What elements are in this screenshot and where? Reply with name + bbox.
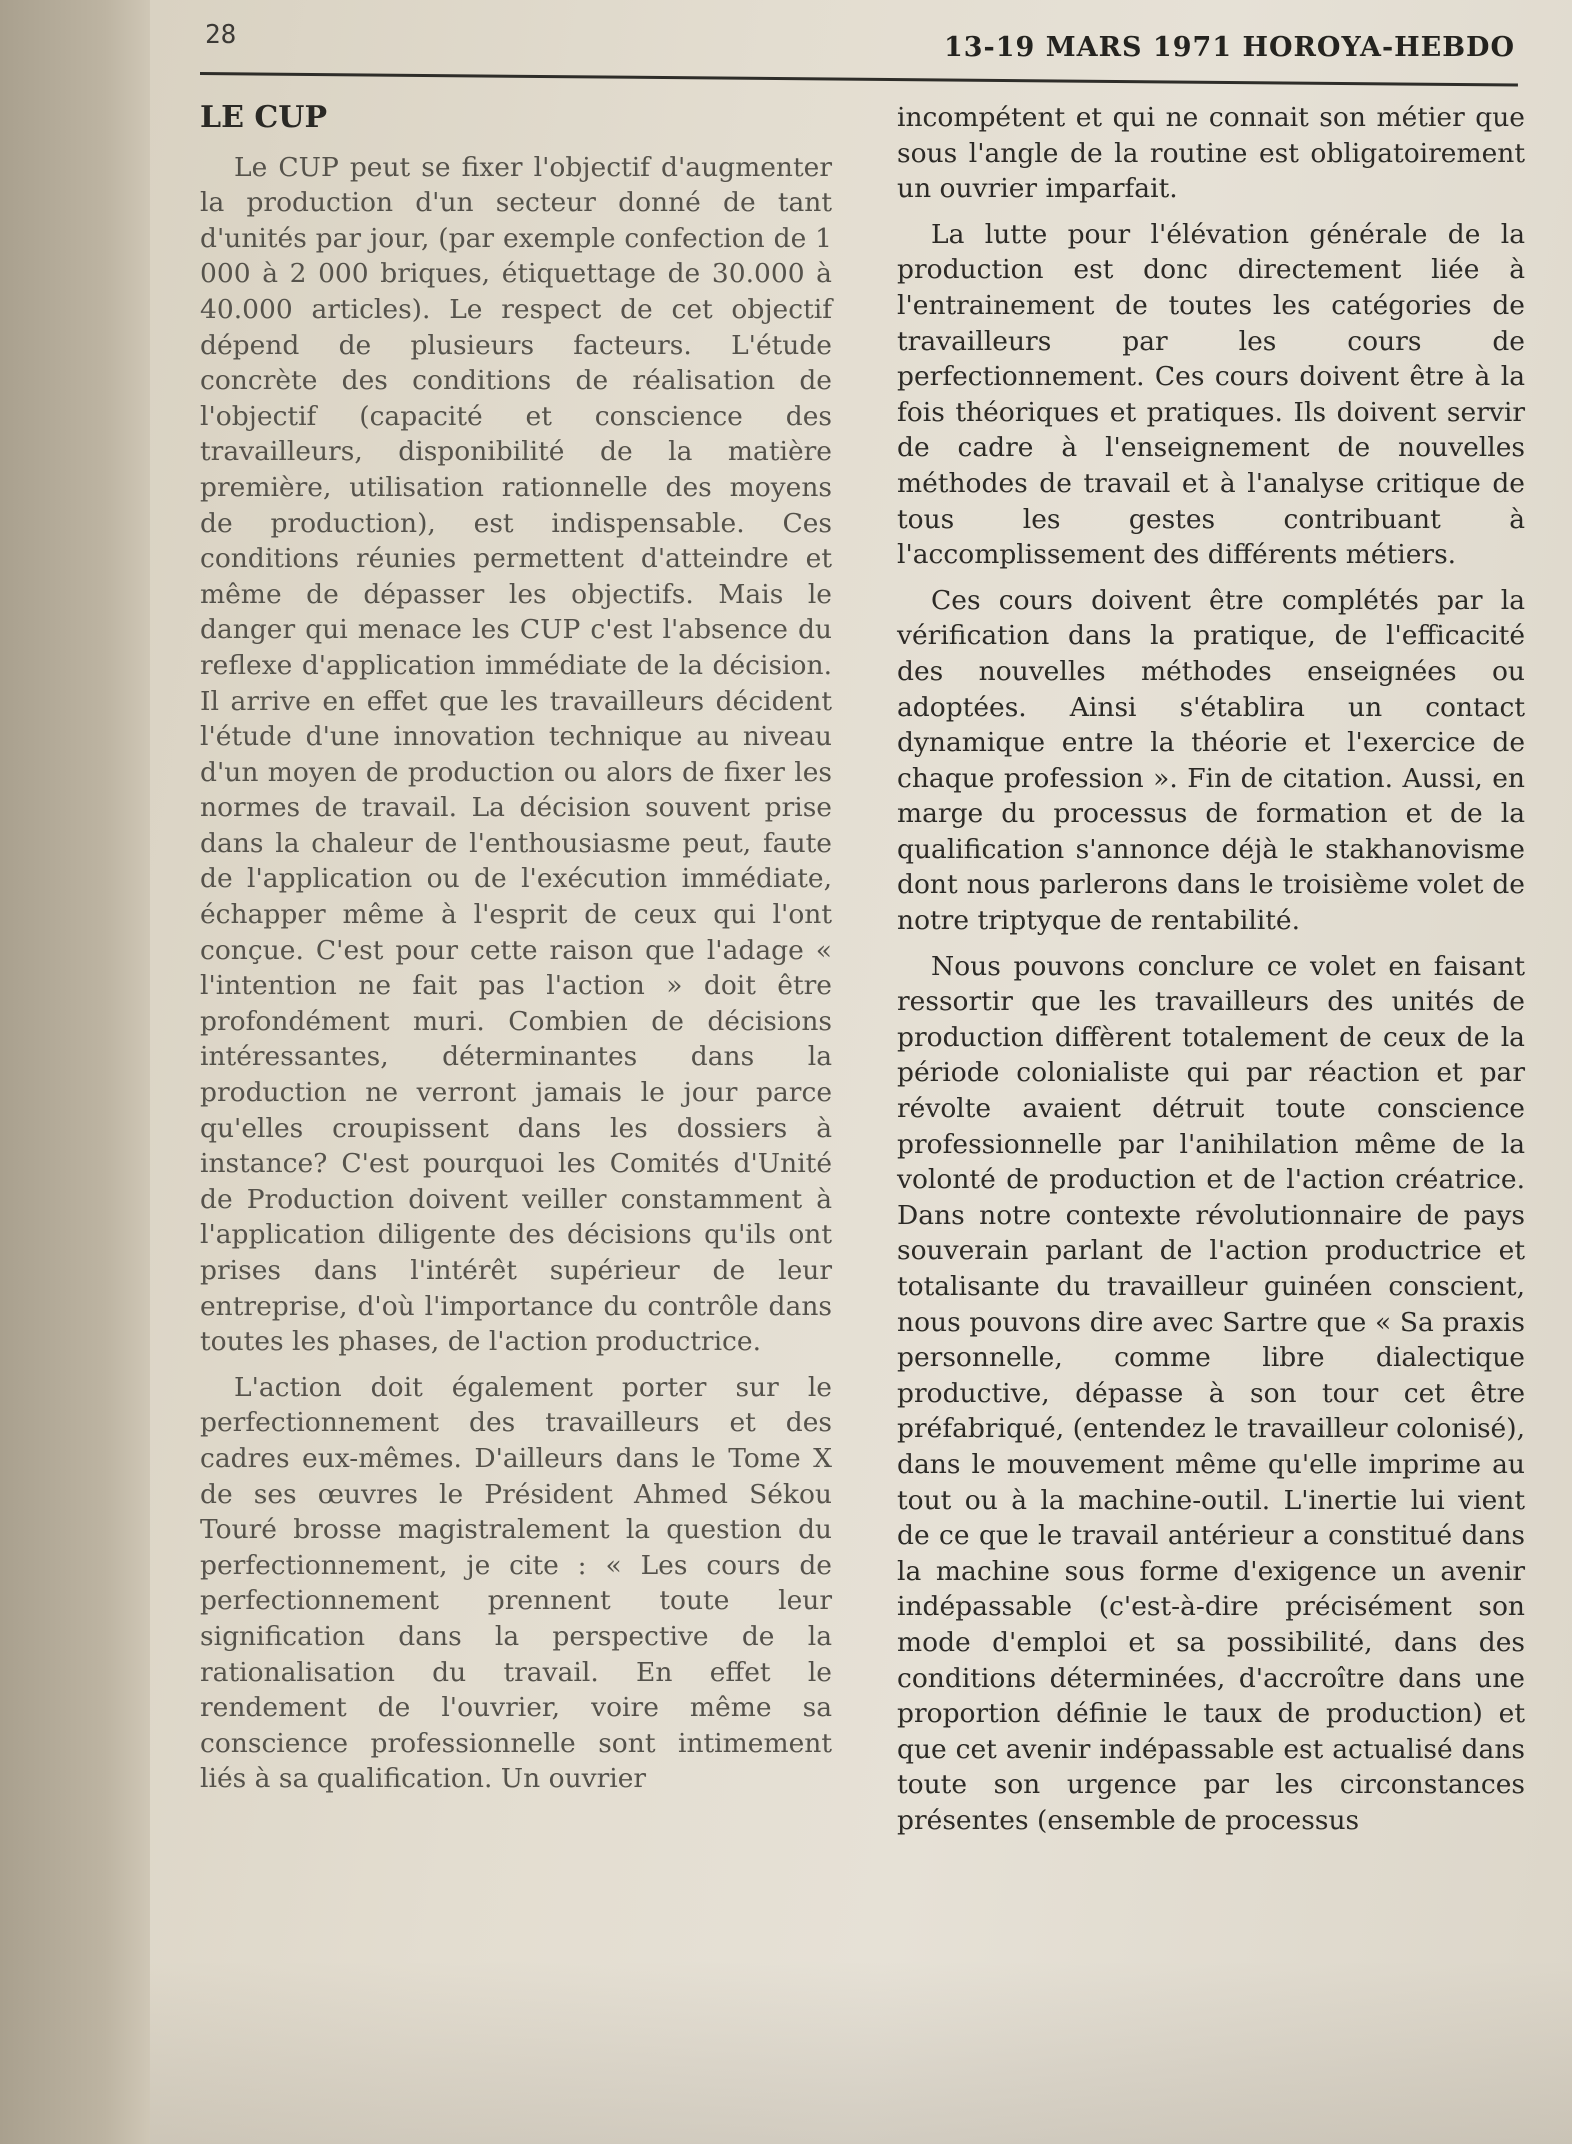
- left-column: [200, 100, 832, 1807]
- paragraph: L'action doit également porter sur le perfectionnement des travailleurs et des cadres eux-mêmes. D'ailleurs dans le Tome X de ses œuvres le Président Ahmed Sékou Touré brosse magistralement la question du perfectionnement, je cite : « Les cours de perfectionnement prennent toute leur signification dans la perspective de la rationalisation du travail. En effet le rendement de l'ouvrier, voire même sa conscience professionnelle sont intimement liés à sa qualification. Un ouvrier: [200, 1371, 832, 1795]
- paragraph: Ces cours doivent être complétés par la vérification dans la pratique, de l'efficacité des nouvelles méthodes enseignées ou adoptées. Ainsi s'établira un contact dynamique entre la théorie et l'exercice de chaque profession ». Fin de citation. Aussi, en marge du processus de formation et de la qualification s'annonce déjà le stakhanovisme dont nous parlerons dans le troisième volet de notre triptyque de rentabilité.: [897, 584, 1525, 937]
- paragraph: Le CUP peut se fixer l'objectif d'augmenter la production d'un secteur donné de tant d'unités par jour, (par exemple confection de 1 000 à 2 000 briques, étiquettage de 30.000 à 40.000 articles). Le respect de cet objectif dépend de plusieurs facteurs. L'étude concrète des conditions de réalisation de l'objectif (capacité et conscience des travailleurs, disponibilité de la matière première, utilisation rationnelle des moyens de production), est indispensable. Ces conditions réunies permettent d'atteindre et même de dépasser les objectifs. Mais le danger qui menace les CUP c'est l'absence du reflexe d'application immédiate de la décision. Il arrive en effet que les travailleurs décident l'étude d'une innovation technique au niveau d'un moyen de production ou alors de fixer les normes de travail. La décision souvent prise dans la chaleur de l'enthousiasme peut, faute de l'application ou de l'exécution immédiate, échapper même à l'esprit de ceux qui l'ont conçue. C'est pour cette raison que l'adage « l'intention ne fait pas l'action » doit être profondément muri. Combien de décisions intéressantes, déterminantes dans la production ne verront jamais le jour parce qu'elles croupissent dans les dossiers à instance? C'est pourquoi les Comités d'Unité de Production doivent veiller constamment à l'application diligente des décisions qu'ils ont prises dans l'intérêt supérieur de leur entreprise, d'où l'importance du contrôle dans toutes les phases, de l'action productrice.: [200, 151, 832, 1358]
- paragraph: incompétent et qui ne connait son métier que sous l'angle de la routine est obligatoirement un ouvrier imparfait.: [897, 102, 1525, 205]
- article-heading: LE CUP: [200, 100, 328, 135]
- paragraph: Nous pouvons conclure ce volet en faisant ressortir que les travailleurs des unités de production diffèrent totalement de ceux de la période colonialiste qui par réaction et par révolte avaient détruit toute conscience professionnelle par l'anihilation même de la volonté de production et de l'action créatrice. Dans notre contexte révolutionnaire de pays souverain parlant de l'action productrice et totalisante du travailleur guinéen conscient, nous pouvons dire avec Sartre que « Sa praxis personnelle, comme libre dialectique productive, dépasse à son tour cet être préfabriqué, (entendez le travailleur colonisé), dans le mouvement même qu'elle imprime au tout ou à la machine-outil. L'inertie lui vient de ce que le travail antérieur a constitué dans la machine sous forme d'exigence un avenir indépassable (c'est-à-dire précisément son mode d'emploi et sa possibilité, dans des conditions déterminées, d'accroître dans une proportion définie le taux de production) et que cet avenir indépassable est actualisé dans toute son urgence par les circonstances présentes (ensemble de processus: [897, 950, 1525, 1836]
- issue-dateline: 13-19 MARS 1971 HOROYA-HEBDO: [943, 32, 1515, 63]
- page-number: 28: [205, 20, 237, 50]
- book-gutter: [0, 0, 150, 2144]
- right-column: [897, 100, 1525, 1849]
- paragraph: La lutte pour l'élévation générale de la production est donc directement liée à l'entrainement de toutes les catégories de travailleurs par les cours de perfectionnement. Ces cours doivent être à la fois théoriques et pratiques. Ils doivent servir de cadre à l'enseignement de nouvelles méthodes de travail et à l'analyse critique de tous les gestes contribuant à l'accomplissement des différents métiers.: [897, 218, 1525, 571]
- page-header: [205, 20, 1515, 70]
